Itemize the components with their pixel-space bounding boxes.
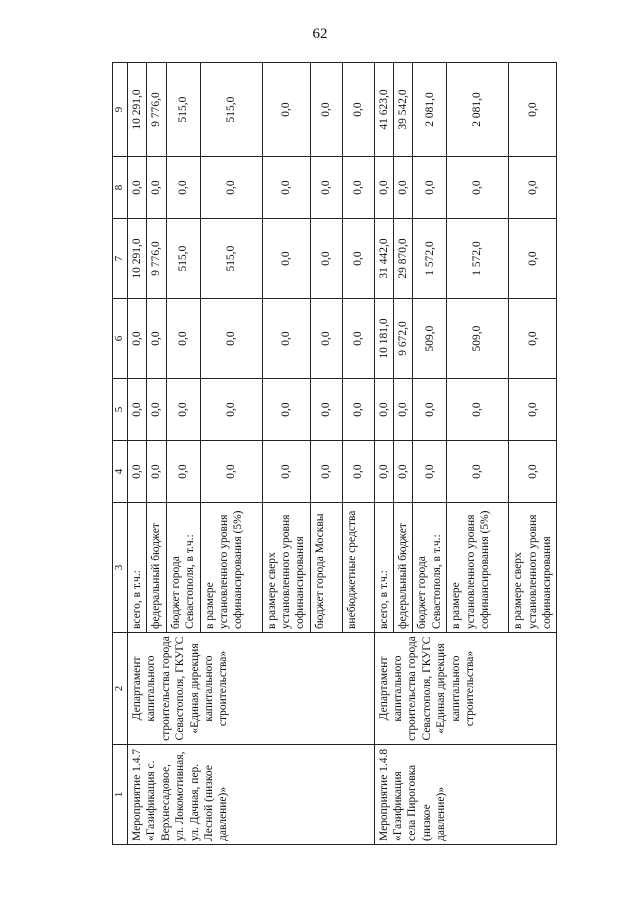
value-cell: 0,0: [447, 441, 509, 503]
source-cell: в размере сверх установленного уровня софинансирования: [509, 503, 557, 633]
value-cell: 41 623,0: [374, 63, 393, 157]
source-cell: внебюджетные средства: [342, 503, 374, 633]
value-cell: 0,0: [166, 379, 200, 441]
value-cell: 0,0: [413, 441, 447, 503]
value-cell: 0,0: [200, 441, 262, 503]
value-cell: 0,0: [166, 441, 200, 503]
value-cell: 0,0: [128, 441, 147, 503]
header-row: [113, 63, 128, 845]
source-cell: бюджет города Севастополя, в т.ч.:: [413, 503, 447, 633]
source-cell: федеральный бюджет: [394, 503, 413, 633]
value-cell: 10 291,0: [128, 219, 147, 299]
value-cell: 0,0: [413, 157, 447, 219]
value-cell: 0,0: [262, 441, 310, 503]
value-cell: 509,0: [413, 299, 447, 379]
value-cell: 2 081,0: [447, 63, 509, 157]
value-cell: 0,0: [509, 299, 557, 379]
value-cell: 0,0: [147, 157, 166, 219]
measure-cell: Мероприятие 1.4.8 «Газификация села Пироговка (низкое давление)»: [374, 745, 557, 845]
value-cell: 0,0: [310, 157, 342, 219]
value-cell: 39 542,0: [394, 63, 413, 157]
table-row: [128, 63, 147, 845]
header-cell: 3: [113, 503, 128, 633]
header-cell: 9: [113, 63, 128, 157]
table-row: [374, 63, 393, 845]
value-cell: 0,0: [342, 441, 374, 503]
value-cell: 10 181,0: [374, 299, 393, 379]
header-cell: 6: [113, 299, 128, 379]
value-cell: 0,0: [310, 379, 342, 441]
value-cell: 515,0: [200, 63, 262, 157]
value-cell: 0,0: [200, 379, 262, 441]
value-cell: 0,0: [394, 157, 413, 219]
value-cell: 515,0: [166, 219, 200, 299]
executor-cell: Департамент капитального строительства города Севастополя, ГКУГС «Единая дирекция капитального строительства»: [374, 633, 557, 745]
value-cell: 0,0: [342, 379, 374, 441]
value-cell: 0,0: [447, 157, 509, 219]
value-cell: 509,0: [447, 299, 509, 379]
value-cell: 0,0: [128, 379, 147, 441]
source-cell: в размере сверх установленного уровня софинансирования: [262, 503, 310, 633]
value-cell: 0,0: [509, 219, 557, 299]
source-cell: федеральный бюджет: [147, 503, 166, 633]
page-number: 62: [312, 26, 328, 42]
header-cell: 4: [113, 441, 128, 503]
header-cell: 8: [113, 157, 128, 219]
value-cell: 0,0: [509, 157, 557, 219]
value-cell: 0,0: [200, 157, 262, 219]
value-cell: 0,0: [147, 379, 166, 441]
value-cell: 0,0: [310, 299, 342, 379]
value-cell: 1 572,0: [413, 219, 447, 299]
value-cell: 0,0: [509, 63, 557, 157]
value-cell: 0,0: [374, 441, 393, 503]
value-cell: 9 672,0: [394, 299, 413, 379]
value-cell: 31 442,0: [374, 219, 393, 299]
value-cell: 515,0: [200, 219, 262, 299]
value-cell: 0,0: [310, 63, 342, 157]
value-cell: 0,0: [262, 219, 310, 299]
rotated-table-container: [112, 63, 553, 845]
value-cell: 10 291,0: [128, 63, 147, 157]
value-cell: 0,0: [447, 379, 509, 441]
source-cell: всего, в т.ч.:: [128, 503, 147, 633]
source-cell: всего, в т.ч.:: [374, 503, 393, 633]
value-cell: 0,0: [509, 379, 557, 441]
value-cell: 0,0: [342, 299, 374, 379]
header-cell: 5: [113, 379, 128, 441]
value-cell: 0,0: [200, 299, 262, 379]
value-cell: 0,0: [262, 379, 310, 441]
header-cell: 1: [113, 745, 128, 845]
value-cell: 0,0: [509, 441, 557, 503]
value-cell: 0,0: [374, 379, 393, 441]
value-cell: 0,0: [342, 219, 374, 299]
value-cell: 0,0: [413, 379, 447, 441]
header-cell: 2: [113, 633, 128, 745]
value-cell: 0,0: [310, 219, 342, 299]
value-cell: 0,0: [262, 299, 310, 379]
value-cell: 0,0: [147, 299, 166, 379]
source-cell: бюджет города Севастополя, в т.ч.:: [166, 503, 200, 633]
source-cell: в размере установленного уровня софинансирования (5%): [200, 503, 262, 633]
value-cell: 0,0: [394, 441, 413, 503]
value-cell: 9 776,0: [147, 63, 166, 157]
value-cell: 0,0: [128, 299, 147, 379]
value-cell: 0,0: [342, 157, 374, 219]
value-cell: 29 870,0: [394, 219, 413, 299]
value-cell: 0,0: [147, 441, 166, 503]
value-cell: 0,0: [342, 63, 374, 157]
value-cell: 2 081,0: [413, 63, 447, 157]
value-cell: 0,0: [262, 157, 310, 219]
value-cell: 0,0: [394, 379, 413, 441]
value-cell: 1 572,0: [447, 219, 509, 299]
value-cell: 0,0: [128, 157, 147, 219]
value-cell: 0,0: [166, 157, 200, 219]
value-cell: 9 776,0: [147, 219, 166, 299]
value-cell: 0,0: [310, 441, 342, 503]
value-cell: 515,0: [166, 63, 200, 157]
financing-table: [112, 62, 557, 845]
source-cell: в размере установленного уровня софинансирования (5%): [447, 503, 509, 633]
header-cell: 7: [113, 219, 128, 299]
value-cell: 0,0: [166, 299, 200, 379]
value-cell: 0,0: [374, 157, 393, 219]
executor-cell: Департамент капитального строительства города Севастополя, ГКУГС «Единая дирекция капитального строительства»: [128, 633, 375, 745]
source-cell: бюджет города Москвы: [310, 503, 342, 633]
measure-cell: Мероприятие 1.4.7 «Газификация с. Верхнесадовое, ул. Локомотивная, ул. Дачная, пер. Лесной (низкое давление)»: [128, 745, 375, 845]
value-cell: 0,0: [262, 63, 310, 157]
